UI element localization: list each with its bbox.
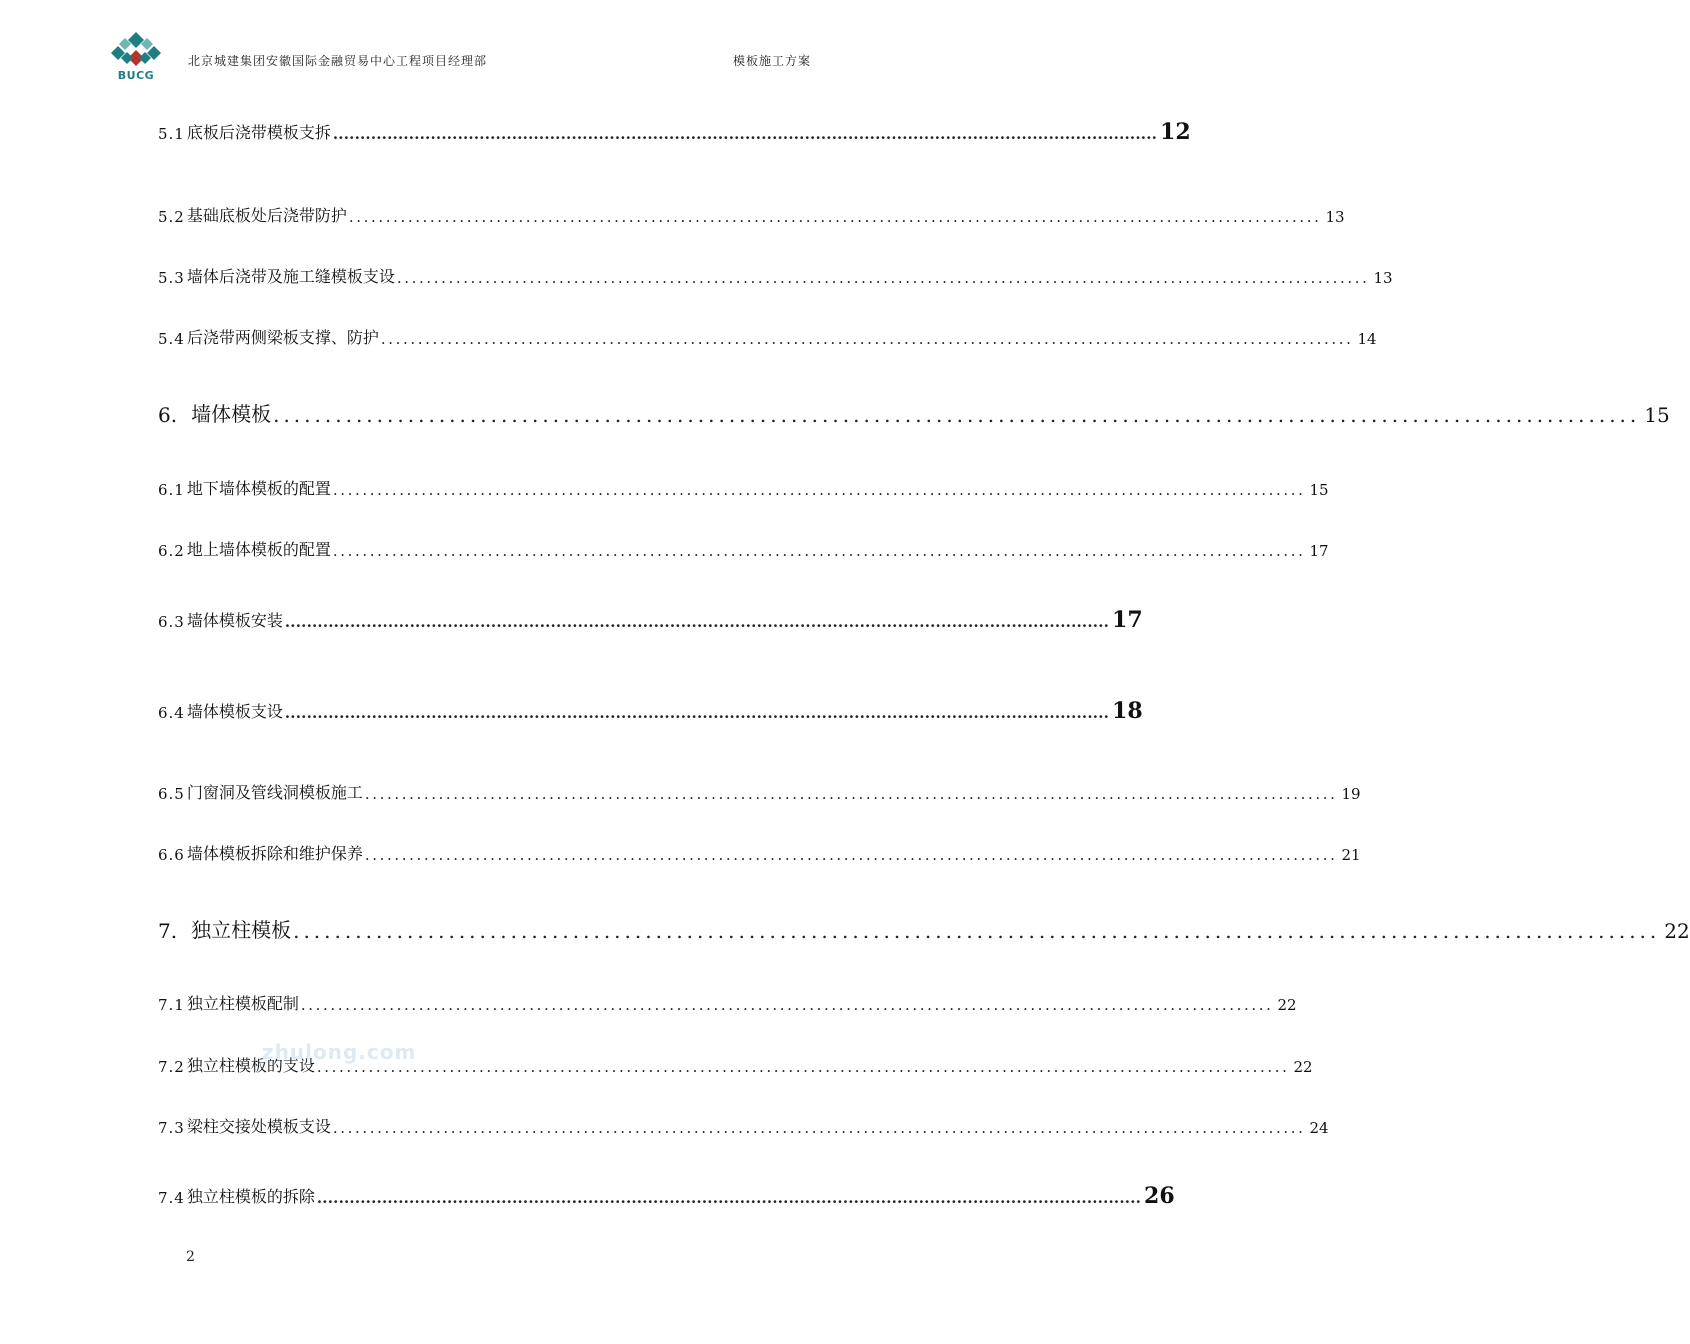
toc-entry[interactable] — [158, 841, 1361, 864]
toc-number: 6. — [158, 403, 178, 427]
toc-page: 21 — [1341, 846, 1361, 864]
toc-leader: .................................................................................................................................... — [348, 208, 1322, 226]
toc-page: 13 — [1373, 269, 1393, 287]
toc-title: 墙体模板 — [191, 402, 272, 426]
toc-leader: .................................................................................................................................... — [364, 785, 1338, 803]
toc-leader: ........................................................................................................................................................ — [284, 704, 1110, 722]
toc-number: 6.6 — [158, 846, 185, 864]
toc-number: 7.3 — [158, 1119, 185, 1137]
toc-entry[interactable] — [158, 780, 1361, 803]
toc-entry[interactable] — [158, 1114, 1329, 1137]
toc-number: 7.4 — [158, 1189, 185, 1207]
toc-page: 26 — [1144, 1183, 1175, 1209]
toc-entry[interactable] — [158, 537, 1329, 560]
toc-title: 梁柱交接处模板支设 — [186, 1117, 331, 1136]
toc-entry[interactable] — [158, 119, 1191, 145]
toc-title: 墙体模板安装 — [186, 611, 283, 630]
toc-number: 6.1 — [158, 481, 185, 499]
toc-leader: .................................................................................................................................... — [332, 481, 1306, 499]
page-number: 2 — [186, 1249, 195, 1265]
toc-title: 墙体后浇带及施工缝模板支设 — [186, 267, 395, 286]
toc-page: 17 — [1112, 607, 1143, 633]
watermark: zhulong.com — [262, 1040, 417, 1064]
toc-leader: .................................................................................................................................... — [364, 846, 1338, 864]
toc-page: 22 — [1293, 1058, 1313, 1076]
toc-number: 5.4 — [158, 330, 185, 348]
toc-title: 独立柱模板的拆除 — [186, 1187, 315, 1206]
toc-page: 13 — [1325, 208, 1345, 226]
toc-page: 12 — [1160, 119, 1191, 145]
toc-title: 独立柱模板 — [191, 918, 292, 942]
toc-page: 18 — [1112, 698, 1143, 724]
toc-number: 5.3 — [158, 269, 185, 287]
toc-entry[interactable] — [158, 264, 1393, 287]
toc-leader: .................................................................................................................................... — [293, 919, 1661, 943]
toc-leader: .................................................................................................................................... — [380, 330, 1354, 348]
toc-number: 7.1 — [158, 996, 185, 1014]
toc-leader: .................................................................................................................................... — [300, 996, 1274, 1014]
toc-title: 基础底板处后浇带防护 — [186, 206, 347, 225]
toc-page: 15 — [1644, 403, 1670, 427]
toc-entry[interactable] — [158, 991, 1297, 1014]
toc-title: 地上墙体模板的配置 — [186, 540, 331, 559]
toc-title: 地下墙体模板的配置 — [186, 479, 331, 498]
toc-leader: .................................................................................................................................... — [396, 269, 1370, 287]
toc-title: 门窗洞及管线洞模板施工 — [186, 783, 363, 802]
toc-title: 墙体模板支设 — [186, 702, 283, 721]
document-title: 模板施工方案 — [733, 54, 812, 68]
toc-title: 后浇带两侧梁板支撑、防护 — [186, 328, 379, 347]
toc-title: 独立柱模板配制 — [186, 994, 299, 1013]
toc-number: 6.4 — [158, 704, 185, 722]
toc-number: 7. — [158, 919, 178, 943]
toc-page: 19 — [1341, 785, 1361, 803]
toc-chapter-entry[interactable] — [158, 398, 1670, 427]
toc-number: 5.1 — [158, 125, 185, 143]
logo-text: BUCG — [117, 69, 155, 82]
toc-title: 底板后浇带模板支拆 — [186, 123, 331, 142]
toc-number: 7.2 — [158, 1058, 185, 1076]
toc-page: 24 — [1309, 1119, 1329, 1137]
toc-number: 6.5 — [158, 785, 185, 803]
toc-entry[interactable] — [158, 203, 1345, 226]
toc-chapter-entry[interactable] — [158, 914, 1690, 943]
toc-leader: ........................................................................................................................................................ — [332, 125, 1158, 143]
toc-leader: ........................................................................................................................................................ — [316, 1189, 1142, 1207]
toc-entry[interactable] — [158, 1183, 1175, 1209]
toc-entry[interactable] — [158, 476, 1329, 499]
toc-page: 22 — [1277, 996, 1297, 1014]
toc-number: 5.2 — [158, 208, 185, 226]
toc-entry[interactable] — [158, 607, 1143, 633]
toc-leader: .................................................................................................................................... — [332, 542, 1306, 560]
toc-leader: .................................................................................................................................... — [273, 403, 1641, 427]
toc-page: 14 — [1357, 330, 1377, 348]
toc-leader: .................................................................................................................................... — [332, 1119, 1306, 1137]
toc-entry[interactable] — [158, 698, 1143, 724]
toc-page: 22 — [1664, 919, 1690, 943]
organization-name: 北京城建集团安徽国际金融贸易中心工程项目经理部 — [188, 54, 488, 68]
toc-number: 6.2 — [158, 542, 185, 560]
toc-number: 6.3 — [158, 613, 185, 631]
toc-title: 墙体模板拆除和维护保养 — [186, 844, 363, 863]
toc-entry[interactable] — [158, 325, 1377, 348]
toc-page: 15 — [1309, 481, 1329, 499]
toc-leader: ........................................................................................................................................................ — [284, 613, 1110, 631]
toc-title: 独立柱模板的支设 — [186, 1056, 315, 1075]
toc-leader: .................................................................................................................................... — [316, 1058, 1290, 1076]
toc-page: 17 — [1309, 542, 1329, 560]
